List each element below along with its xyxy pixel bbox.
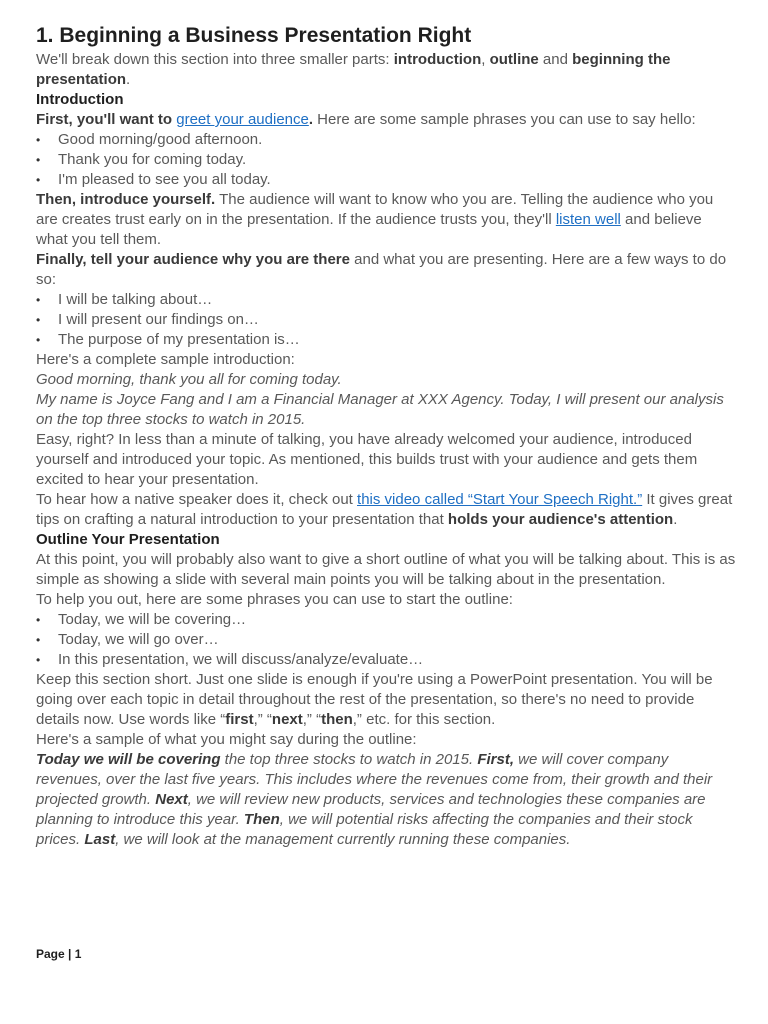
outline-phrases-label: To help you out, here are some phrases you can use to start the outline: <box>36 591 513 608</box>
introduction-heading: Introduction <box>36 91 124 108</box>
outline-heading: Outline Your Presentation <box>36 531 220 548</box>
text-run: we will cover company revenues, over the last five years. This includes where the revenues come from, their growth and their projected growth. <box>36 751 713 808</box>
text-run: The audience will want to know who you are. Telling the audience who you are creates trust early on in the presentation. If the audience trusts you, they'll <box>36 191 714 228</box>
bold-first-word: first <box>225 711 254 728</box>
text-run: ,” “ <box>253 711 272 728</box>
sample-intro-line: My name is Joyce Fang and I am a Financial Manager at XXX Agency. Today, I will present our analysis on the top three stocks to watch in 2015. <box>36 391 724 428</box>
text-run: and what you are presenting. Here are a few ways to do so: <box>36 251 727 288</box>
list-item: • Good morning/good afternoon. <box>36 130 736 150</box>
start-your-speech-video-link[interactable]: this video called “Start Your Speech Right.” <box>357 491 643 508</box>
keep-short-paragraph <box>36 670 736 730</box>
document-content <box>36 22 736 850</box>
listen-well-link[interactable]: listen well <box>555 211 621 228</box>
introduce-paragraph <box>36 190 736 250</box>
intro-paragraph <box>36 50 736 90</box>
text-run: Keep this section short. Just one slide is enough if you're using a PowerPoint presentation. You will be going over each topic in detail throughout the rest of the presentation, so there's no need to provide details now. Use words like “ <box>36 671 713 728</box>
bold-introduction: introduction <box>393 51 482 68</box>
bold-introduce-yourself: Then, introduce yourself. <box>36 191 216 208</box>
text-run: the top three stocks to watch in 2015. <box>220 751 478 768</box>
why-paragraph <box>36 250 736 290</box>
outline-sample-label: Here's a sample of what you might say during the outline: <box>36 731 417 748</box>
bold-why-there: Finally, tell your audience why you are there <box>36 251 350 268</box>
bold-holds-attention: holds your audience's attention <box>447 511 674 528</box>
text-run: Here are some sample phrases you can use to say hello: <box>313 111 696 128</box>
bold-today-covering: Today we will be covering <box>36 751 221 768</box>
text-run: . <box>673 511 678 528</box>
list-item: • I'm pleased to see you all today. <box>36 170 736 190</box>
list-item: • Today, we will go over… <box>36 630 736 650</box>
list-item: • Thank you for coming today. <box>36 150 736 170</box>
bold-last-sample: Last <box>84 831 116 848</box>
list-item: • I will be talking about… <box>36 290 736 310</box>
text-run: , we will review new products, services and technologies these companies are planning to introduce this year. <box>36 791 706 828</box>
text-run: , <box>481 51 490 68</box>
text-run: and believe what you tell them. <box>36 211 702 248</box>
text-run: It gives great tips on crafting a natural introduction to your presentation that <box>36 491 733 528</box>
list-item: • I will present our findings on… <box>36 310 736 330</box>
list-item: • The purpose of my presentation is… <box>36 330 736 350</box>
bold-first-sample: First, <box>477 751 515 768</box>
text-run: To hear how a native speaker does it, check out <box>36 491 358 508</box>
bold-first: First, you'll want to <box>36 111 177 128</box>
text-run: , we will potential risks affecting the companies and their stock prices. <box>36 811 693 848</box>
easy-paragraph: Easy, right? In less than a minute of talking, you have already welcomed your audience, introduced yourself and introduced your topic. As mentioned, this builds trust with your audience and gets them excited to hear your presentation. <box>36 431 698 488</box>
bold-period: . <box>308 111 314 128</box>
greet-paragraph <box>36 110 736 130</box>
bold-next-word: next <box>271 711 303 728</box>
bold-beginning: beginning the presentation <box>36 51 671 88</box>
sample-intro-label: Here's a complete sample introduction: <box>36 351 295 368</box>
text-run: and <box>538 51 573 68</box>
text-run: , we will look at the management currently running these companies. <box>115 831 571 848</box>
outline-paragraph: At this point, you will probably also want to give a short outline of what you will be talking about. This is as simple as showing a slide with several main points you will be talking about in the presentation. <box>36 551 736 588</box>
page-title: 1. Beginning a Business Presentation Right <box>36 24 472 47</box>
page-footer: Page | 1 <box>36 947 82 961</box>
list-item: • In this presentation, we will discuss/analyze/evaluate… <box>36 650 736 670</box>
text-run: ,” etc. for this section. <box>352 711 496 728</box>
outline-sample-paragraph <box>36 750 736 850</box>
bold-then-word: then <box>321 711 353 728</box>
greet-audience-link[interactable]: greet your audience <box>176 111 309 128</box>
video-paragraph <box>36 490 736 530</box>
bold-then-sample: Then <box>243 811 280 828</box>
bold-next-sample: Next <box>155 791 188 808</box>
list-item: • Today, we will be covering… <box>36 610 736 630</box>
text-run: We'll break down this section into three smaller parts: <box>36 51 394 68</box>
text-run: ,” “ <box>302 711 322 728</box>
text-run: . <box>126 71 131 88</box>
bold-outline: outline <box>489 51 539 68</box>
sample-intro-line: Good morning, thank you all for coming today. <box>36 371 342 388</box>
